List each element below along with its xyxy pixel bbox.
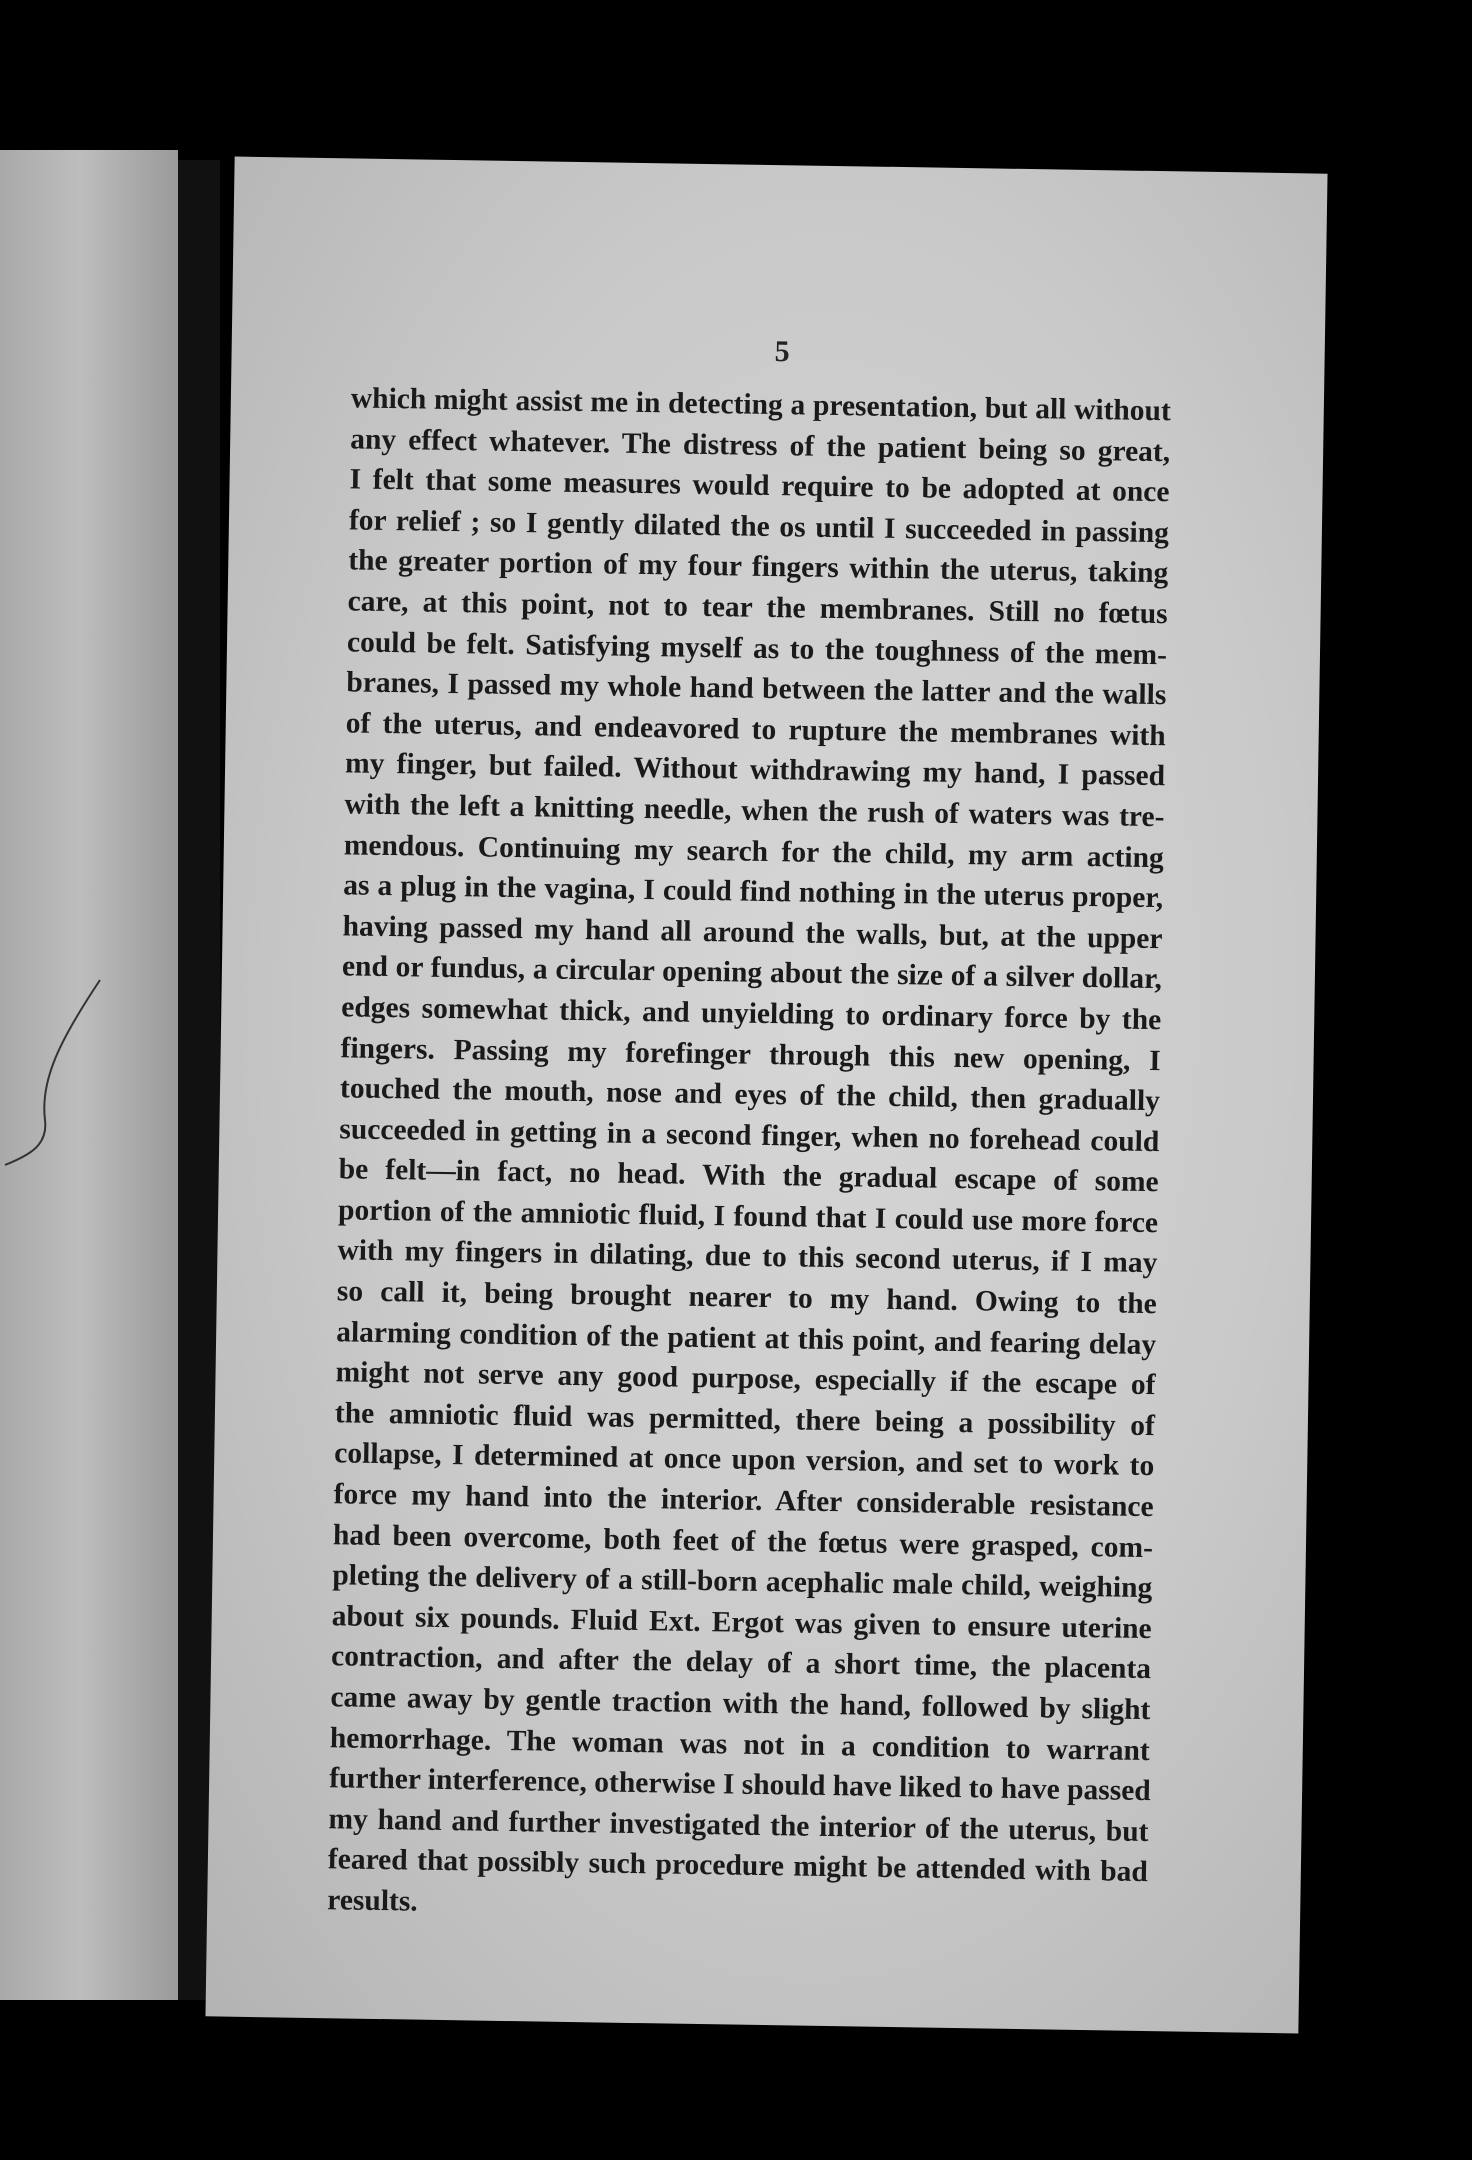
- text-line: I felt that some measures would require to be adopted at once: [349, 463, 1170, 509]
- text-line: contraction, and after the delay of a short time, the placenta: [330, 1640, 1152, 1686]
- text-line: be felt—in fact, no head. With the gradual escape of some: [338, 1153, 1159, 1199]
- text-line: care, at this point, not to tear the membranes. Still no fœtus: [347, 585, 1168, 631]
- text-line: my hand and further investigated the interior of the uterus, but: [328, 1802, 1149, 1848]
- text-line: mendous. Continuing my search for the child, my arm acting: [343, 828, 1165, 874]
- text-line: for relief ; so I gently dilated the os until I succeeded in passing: [348, 504, 1170, 550]
- text-line: of the uterus, and endeavored to rupture the membranes with: [345, 707, 1166, 752]
- text-line: alarming condition of the patient at this point, and fearing delay: [335, 1315, 1157, 1361]
- text-line: which might assist me in detecting a presentation, but all without: [350, 382, 1172, 428]
- text-line: with my fingers in dilating, due to this second uterus, if I may: [337, 1234, 1158, 1280]
- text-line: my finger, but failed. Without withdrawing my hand, I passed: [344, 747, 1166, 793]
- text-line: further interference, otherwise I should have liked to have passed: [328, 1762, 1151, 1808]
- text-line: hemorrhage. The woman was not in a condition to warrant: [329, 1721, 1150, 1767]
- pencil-mark: [0, 970, 120, 1170]
- text-line: end or fundus, a circular opening about the size of a silver dollar,: [341, 950, 1163, 996]
- text-line: succeeded in getting in a second finger, when no forehead could: [339, 1112, 1160, 1158]
- page-number: 5: [774, 335, 790, 369]
- text-line: fingers. Passing my forefinger through this new opening, I: [340, 1031, 1161, 1077]
- text-line: came away by gentle traction with the hand, followed by slight: [330, 1681, 1151, 1727]
- text-line: so call it, being brought nearer to my hand. Owing to the: [336, 1275, 1158, 1321]
- text-line: edges somewhat thick, and unyielding to ordinary force by the: [341, 991, 1162, 1037]
- text-line: force my hand into the interior. After considerable resistance: [333, 1478, 1154, 1524]
- text-line: collapse, I determined at once upon version, and set to work to: [334, 1437, 1155, 1483]
- text-line: branes, I passed my whole hand between the latter and the walls: [346, 666, 1167, 712]
- text-line: about six pounds. Fluid Ext. Ergot was given to ensure uterine: [331, 1600, 1152, 1645]
- body-text: [327, 378, 1171, 1933]
- text-line: as a plug in the vagina, I could find nothing in the uterus proper,: [342, 869, 1164, 915]
- text-line: touched the mouth, nose and eyes of the child, then gradually: [339, 1072, 1161, 1118]
- text-line: the greater portion of my four fingers within the uterus, taking: [348, 544, 1169, 590]
- text-line: could be felt. Satisfying myself as to the toughness of the mem-: [346, 625, 1168, 671]
- text-line: results.: [327, 1884, 418, 1918]
- text-line: portion of the amniotic fluid, I found that I could use more force: [337, 1194, 1159, 1240]
- text-line: might not serve any good purpose, especially if the escape of: [335, 1356, 1156, 1402]
- text-line: the amniotic fluid was permitted, there being a possibility of: [334, 1397, 1156, 1442]
- facing-page-edge: [0, 150, 178, 2000]
- text-line: any effect whatever. The distress of the patient being so great,: [350, 422, 1171, 468]
- text-line: pleting the delivery of a still-born acephalic male child, weighing: [332, 1559, 1153, 1605]
- text-line: having passed my hand all around the walls, but, at the upper: [342, 910, 1163, 955]
- book-page: [205, 157, 1327, 2034]
- text-line: with the left a knitting needle, when the rush of waters was tre-: [344, 788, 1165, 834]
- text-line: had been overcome, both feet of the fœtus were grasped, com-: [332, 1518, 1154, 1564]
- text-line: feared that possibly such procedure might be attended with bad: [327, 1843, 1149, 1889]
